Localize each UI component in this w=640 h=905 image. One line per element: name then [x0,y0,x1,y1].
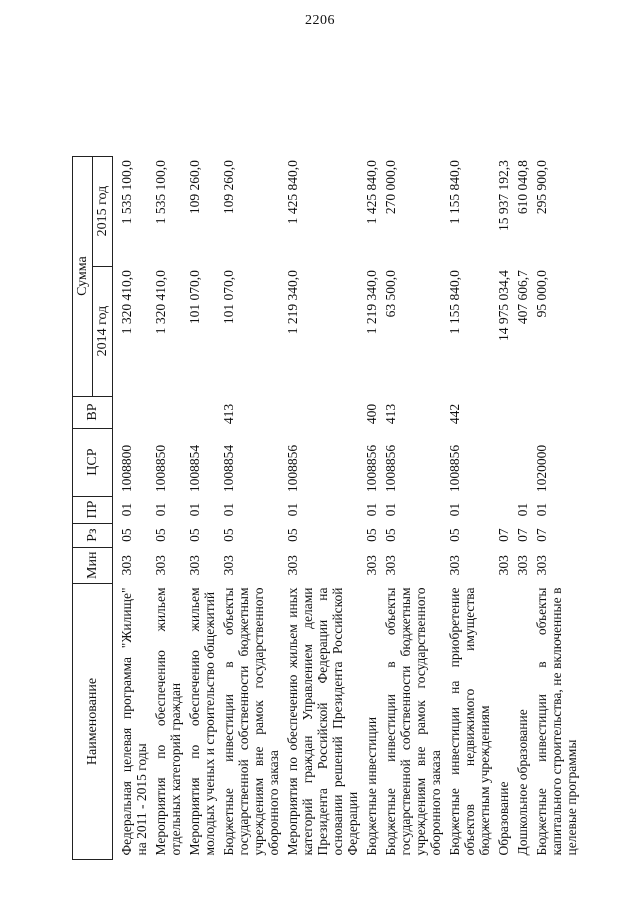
row-csr: 1008850 [153,444,168,493]
row-csr: 1008856 [447,444,462,493]
row-2014: 101 070,0 [187,270,202,325]
table-row [445,156,494,859]
row-name: Бюджетные инвестиции в объекты государственной собственности бюджетным учреждениям вне рамок государственного оборонного заказа [383,587,443,856]
row-vr: 413 [221,403,236,425]
row-name: Бюджетные инвестиции в объекты государственной собственности бюджетным учреждениям вне рамок государственного оборонного заказа [221,587,281,856]
row-name: Бюджетные инвестиции в объекты капитального строительства, не включенные в целевые программы [534,587,579,856]
row-2014: 95 000,0 [534,270,549,318]
row-rz: 05 [221,528,236,542]
row-vr: 413 [383,403,398,425]
row-vr [151,396,185,428]
header-pr: ПР [73,496,113,523]
row-2014: 1 320 410,0 [153,270,168,335]
row-2015: 270 000,0 [383,160,398,215]
row-pr: 01 [119,502,134,517]
row-min: 303 [221,555,236,576]
row-min: 303 [285,555,300,576]
row-2015: 1 535 100,0 [153,160,168,225]
table-row [113,156,152,859]
row-2015: 1 155 840,0 [447,160,462,225]
row-min: 303 [187,555,202,576]
row-csr: 1008854 [187,444,202,493]
row-vr: 400 [364,403,379,425]
table-row [185,156,219,859]
row-2015: 1 535 100,0 [119,160,134,225]
row-pr: 01 [383,502,398,517]
row-name: Дошкольное образование [515,709,530,856]
header-2014: 2014 год [93,266,113,396]
row-csr: 1008856 [364,444,379,493]
row-pr: 01 [534,502,549,517]
row-2015: 109 260,0 [187,160,202,215]
header-min: Мин [73,547,113,583]
row-vr: 442 [447,403,462,425]
table-header-row [73,156,93,859]
row-min: 303 [515,555,530,576]
row-min: 303 [153,555,168,576]
row-rz: 05 [187,528,202,542]
row-rz: 07 [534,528,549,542]
row-name: Бюджетные инвестиции на приобретение объектов недвижимого имущества бюджетным учреждениям [447,587,492,856]
row-2015: 15 937 192,3 [496,160,511,231]
row-csr: 1008800 [119,444,134,493]
row-rz: 07 [496,528,511,542]
row-rz: 05 [119,528,134,542]
row-rz: 05 [364,528,379,542]
row-2014: 101 070,0 [221,270,236,325]
row-name: Бюджетные инвестиции [364,716,379,856]
row-min: 303 [447,555,462,576]
row-2015: 295 900,0 [534,160,549,215]
table-row [532,156,581,859]
row-2014: 1 320 410,0 [119,270,134,335]
row-min: 303 [119,555,134,576]
table-row [283,156,362,859]
row-rz: 05 [447,528,462,542]
table-row [494,156,513,859]
header-rz: Рз [73,523,113,547]
row-min: 303 [534,555,549,576]
row-name: Мероприятия по обеспечению жильем отдельных категорий граждан [153,587,183,856]
row-rz: 07 [515,528,530,542]
header-csr: ЦСР [73,428,113,496]
row-2015: 610 040,8 [515,160,530,215]
row-name: Мероприятия по обеспечению жильем иных категорий граждан Управлением делами Президента Российской Федерации на основании решений Президента Российской Федерации [285,587,360,856]
row-pr: 01 [153,502,168,517]
row-pr [494,496,513,523]
row-2014: 1 219 340,0 [364,270,379,335]
table-row [219,156,283,859]
row-pr: 01 [221,502,236,517]
row-pr: 01 [187,502,202,517]
row-pr: 01 [285,502,300,517]
row-name: Образование [496,781,511,856]
row-pr: 01 [515,502,530,517]
row-2014: 1 155 840,0 [447,270,462,335]
row-name: Мероприятия по обеспечению жильем молодых ученых и строительство общежитий [187,587,217,856]
header-vr: ВР [73,396,113,428]
row-csr: 1008856 [285,444,300,493]
header-sum: Сумма [73,156,93,396]
row-2015: 1 425 840,0 [285,160,300,225]
row-pr: 01 [364,502,379,517]
table-row [151,156,185,859]
row-csr: 1020000 [534,444,549,493]
table-row [381,156,445,859]
row-vr [185,396,219,428]
row-csr: 1008856 [383,444,398,493]
row-csr [494,428,513,496]
row-2015: 109 260,0 [221,160,236,215]
row-min: 303 [383,555,398,576]
budget-table [72,156,581,860]
row-2014: 1 219 340,0 [285,270,300,335]
page-number: 2206 [305,13,335,28]
header-2015: 2015 год [93,156,113,266]
row-vr [494,396,513,428]
row-csr [513,428,532,496]
header-name: Наименование [73,584,113,860]
row-vr [532,396,581,428]
row-vr [513,396,532,428]
table-row [362,156,381,859]
row-rz: 05 [153,528,168,542]
row-2014: 14 975 034,4 [496,270,511,341]
row-2014: 63 500,0 [383,270,398,318]
row-2014: 407 606,7 [515,270,530,325]
row-min: 303 [364,555,379,576]
row-vr [113,396,152,428]
table-row [513,156,532,859]
row-min: 303 [496,555,511,576]
row-vr [283,396,362,428]
row-2015: 1 425 840,0 [364,160,379,225]
row-rz: 05 [383,528,398,542]
rotated-page-content [72,60,579,860]
row-pr: 01 [447,502,462,517]
row-csr: 1008854 [221,444,236,493]
row-name: Федеральная целевая программа "Жилище" на 2011 - 2015 годы [119,587,149,856]
row-rz: 05 [285,528,300,542]
